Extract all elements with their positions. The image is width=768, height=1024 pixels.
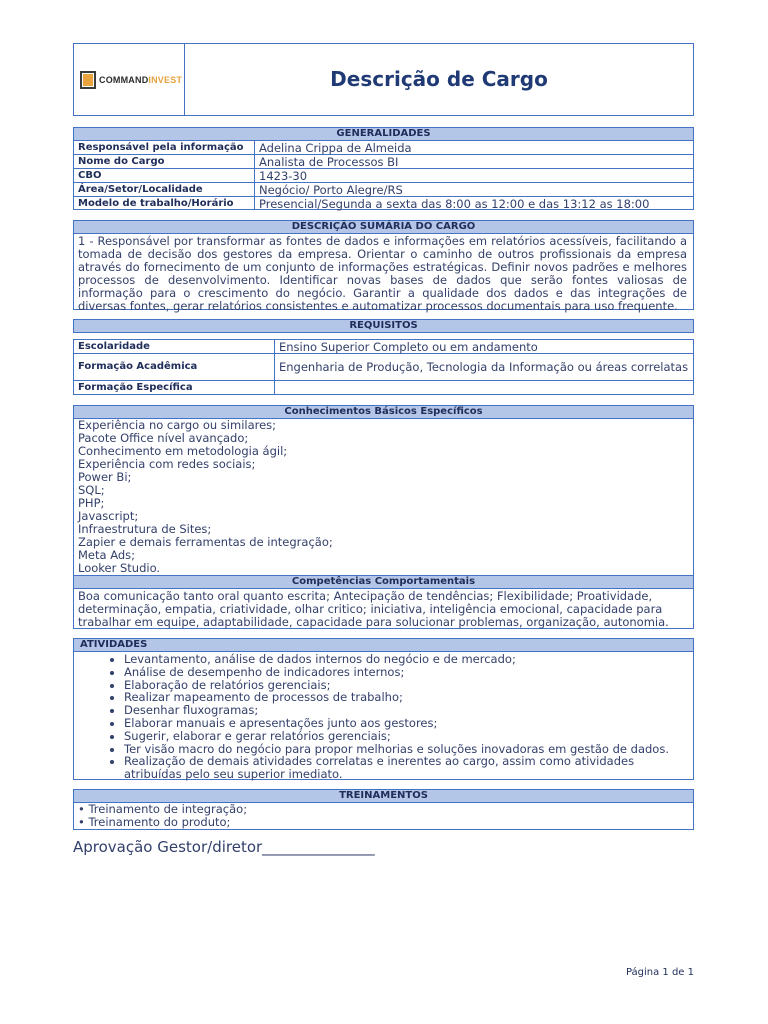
list-item: • Treinamento de integração; (78, 802, 248, 816)
list-item: SQL; (78, 483, 105, 497)
table-row (74, 169, 693, 183)
list-item: Meta Ads; (78, 548, 136, 562)
descricao-section (73, 220, 694, 313)
descricao-text: 1 - Responsável por transformar as fontes de dados e informações em relatórios acessíveis, facilitando a tomada de decisão dos gestores da empresa. Orientar o caminho de outros profissionais da empresa através do fornecimento de um conjunto de informações estratégicas. Definir novos padrões e melhores processos de desenvolvimento. Identificar novas bases de dados que serão fontes valiosas de informação para o crescimento do negócio. Garantir a qualidade dos dados e das integrações de diversas fontes, gerar relatórios consistentes e automatizar processos documentais para uso frequente. (78, 234, 687, 313)
field-label: CBO (74, 169, 255, 183)
list-item: • Elaborar manuais e apresentações junto aos gestores; (124, 717, 693, 730)
logo-text-command: COMMAND (99, 75, 149, 85)
list-item: • Realizar mapeamento de processos de trabalho; (124, 691, 693, 704)
field-label: Responsável pela informação (74, 141, 255, 155)
list-item: • Treinamento do produto; (78, 815, 231, 829)
approval-signature-line: Aprovação Gestor/diretor_______________ (73, 838, 375, 856)
field-label: Área/Setor/Localidade (74, 183, 255, 197)
atividades-list (74, 652, 693, 781)
competencias-text: Boa comunicação tanto oral quanto escrita; Antecipação de tendências; Flexibilidade; Proatividade, determinação, empatia, criatividade, olhar critico; iniciativa, inteligência emocional, capacidade para trabalhar em equipe, adaptabilidade, capacidade para solucionar problemas, organização, autonomia. (78, 589, 669, 629)
table-row (74, 155, 693, 169)
list-item: Javascript; (78, 509, 139, 523)
list-item: Zapier e demais ferramentas de integração; (78, 535, 333, 549)
generalidades-heading: GENERALIDADES (74, 128, 693, 141)
table-row (74, 141, 693, 155)
field-value: Ensino Superior Completo ou em andamento (275, 340, 694, 354)
list-item: Power Bi; (78, 470, 132, 484)
table-row (74, 340, 694, 354)
field-label: Modelo de trabalho/Horário (74, 197, 255, 211)
list-item: Pacote Office nível avançado; (78, 431, 249, 445)
document-header (73, 43, 694, 116)
list-item: • Desenhar fluxogramas; (124, 704, 693, 717)
requisitos-table (73, 339, 694, 395)
logo-text-invest: INVEST (148, 75, 183, 85)
list-item: Infraestrutura de Sites; (78, 522, 212, 536)
list-item: Conhecimento em metodologia ágil; (78, 444, 288, 458)
field-label: Nome do Cargo (74, 155, 255, 169)
field-value (275, 381, 694, 395)
list-item: • Ter visão macro do negócio para propor melhorias e soluções inovadoras em gestão de dados. (124, 743, 693, 756)
descricao-heading: DESCRIÇÃO SUMÁRIA DO CARGO (74, 221, 693, 234)
field-label: Formação Acadêmica (74, 354, 275, 381)
field-value: Adelina Crippa de Almeida (255, 141, 694, 155)
requisitos-section (73, 339, 694, 395)
logo-text (99, 75, 182, 85)
table-row (74, 183, 693, 197)
generalidades-section (73, 127, 694, 210)
conhecimentos-heading: Conhecimentos Básicos Específicos (74, 406, 693, 419)
page-number: Página 1 de 1 (625, 967, 694, 978)
logo-icon (80, 71, 96, 89)
list-item: Experiência no cargo ou similares; (78, 418, 277, 432)
field-value: 1423-30 (255, 169, 694, 183)
competencias-heading: Competências Comportamentais (74, 575, 693, 589)
list-item: • Sugerir, elaborar e gerar relatórios gerenciais; (124, 730, 693, 743)
atividades-section (73, 638, 694, 780)
list-item: • Realização de demais atividades correlatas e inerentes ao cargo, assim como atividades atribuídas pelo seu superior imediato. (124, 755, 693, 781)
atividades-heading: ATIVIDADES (74, 639, 693, 652)
generalidades-table (74, 140, 693, 210)
logo-cell (74, 44, 185, 115)
field-value: Engenharia de Produção, Tecnologia da Informação ou áreas correlatas (275, 354, 694, 381)
treinamentos-section (73, 789, 694, 830)
field-label: Formação Específica (74, 381, 275, 395)
page-title: Descrição de Cargo (330, 67, 548, 91)
conhecimentos-list (74, 419, 693, 575)
field-value: Presencial/Segunda a sexta das 8:00 as 12:00 e das 13:12 as 18:00 (255, 197, 694, 211)
list-item: • Levantamento, análise de dados internos do negócio e de mercado; (124, 653, 693, 666)
field-value: Negócio/ Porto Alegre/RS (255, 183, 694, 197)
conhecimentos-section (73, 405, 694, 629)
table-row (74, 354, 694, 381)
field-value: Analista de Processos BI (255, 155, 694, 169)
table-row (74, 197, 693, 211)
list-item: Looker Studio. (78, 561, 161, 575)
treinamentos-list (74, 803, 693, 829)
list-item: • Elaboração de relatórios gerenciais; (124, 679, 693, 692)
requisitos-heading-box (73, 319, 694, 333)
requisitos-heading: REQUISITOS (74, 320, 693, 332)
table-row (74, 381, 694, 395)
list-item: Experiência com redes sociais; (78, 457, 256, 471)
list-item: • Análise de desempenho de indicadores internos; (124, 666, 693, 679)
list-item: PHP; (78, 496, 105, 510)
treinamentos-heading: TREINAMENTOS (74, 790, 693, 803)
field-label: Escolaridade (74, 340, 275, 354)
